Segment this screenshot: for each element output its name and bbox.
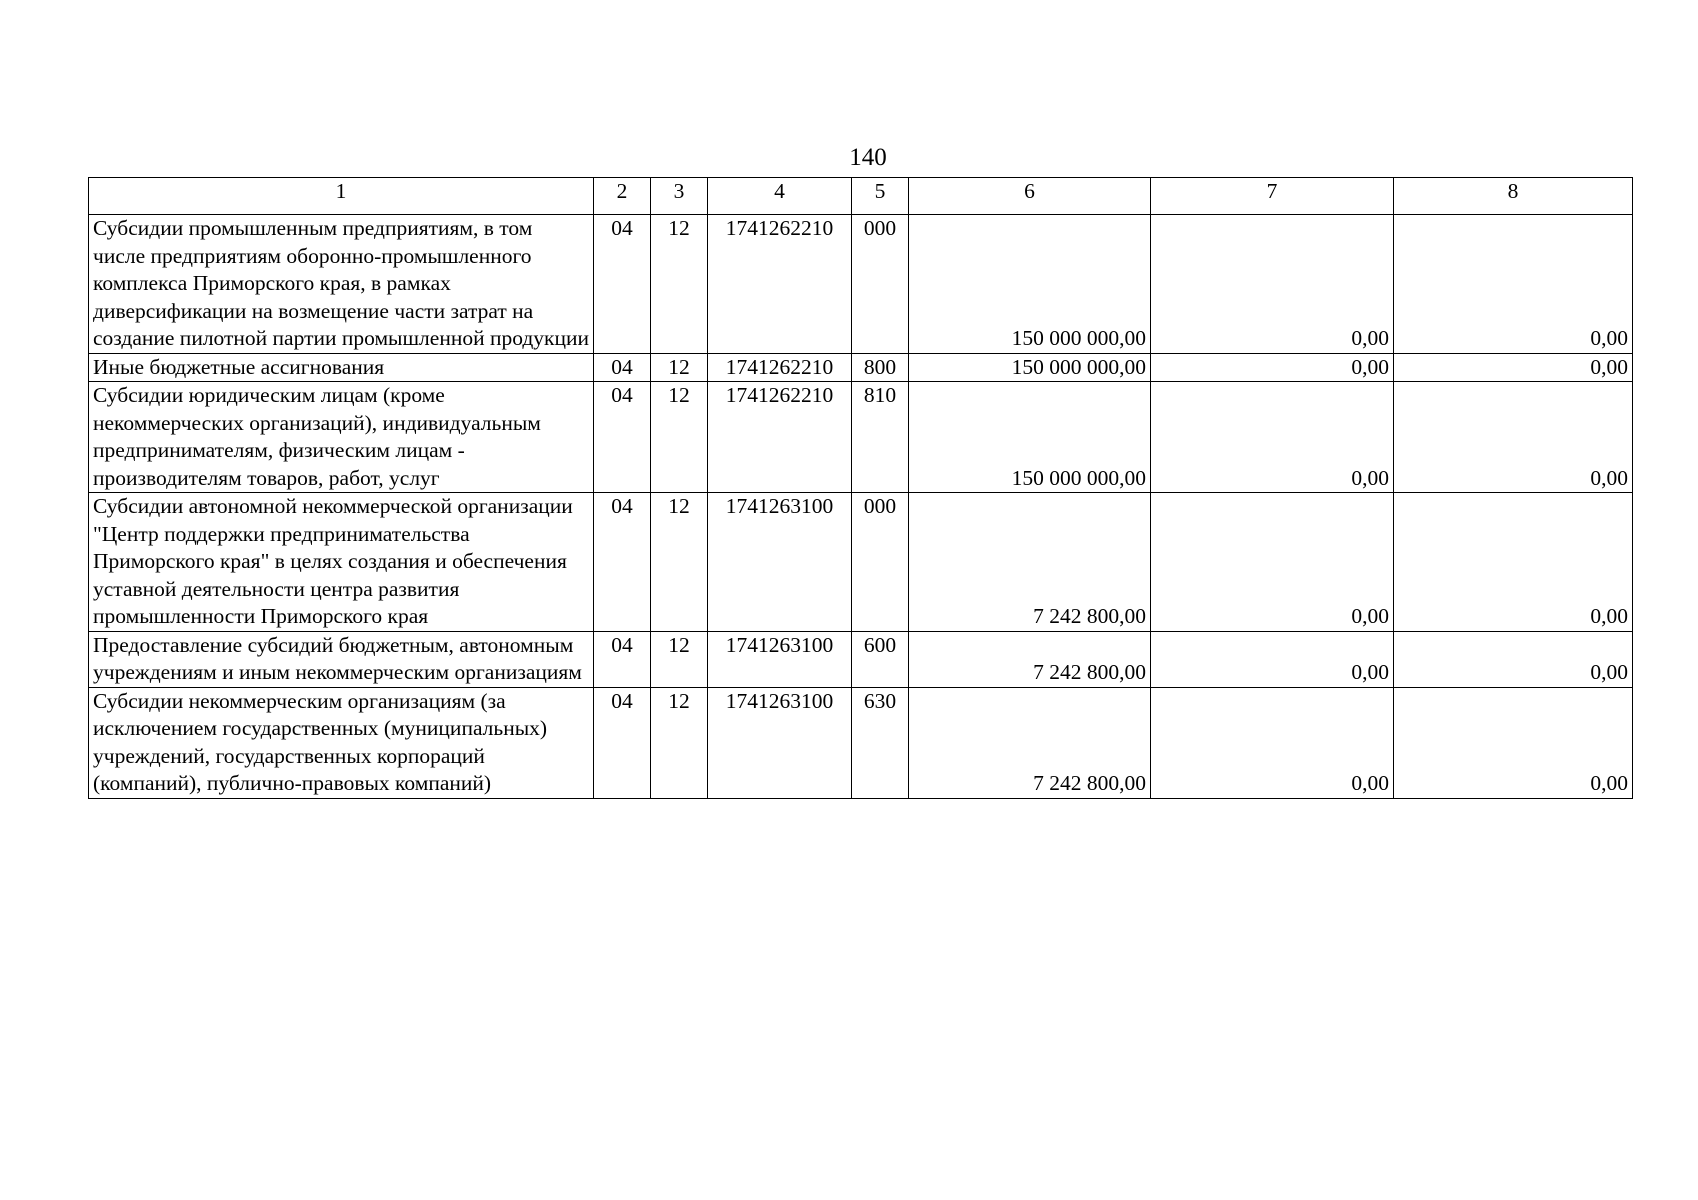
expense-type-code: 810	[852, 382, 909, 493]
expense-type-code: 600	[852, 631, 909, 687]
column-number-row	[89, 178, 1633, 215]
section-code: 04	[594, 215, 651, 354]
subsection-code: 12	[651, 353, 708, 382]
amount-col-7: 0,00	[1151, 382, 1394, 493]
expense-type-code: 000	[852, 215, 909, 354]
table-row	[89, 631, 1633, 687]
section-code: 04	[594, 493, 651, 632]
subsection-code: 12	[651, 493, 708, 632]
amount-col-7: 0,00	[1151, 493, 1394, 632]
target-article-code: 1741263100	[708, 687, 852, 798]
amount-col-8: 0,00	[1394, 353, 1633, 382]
column-header: 3	[651, 178, 708, 215]
target-article-code: 1741262210	[708, 215, 852, 354]
subsection-code: 12	[651, 215, 708, 354]
column-header: 6	[909, 178, 1151, 215]
section-code: 04	[594, 687, 651, 798]
amount-col-6: 150 000 000,00	[909, 353, 1151, 382]
item-name: Иные бюджетные ассигнования	[89, 353, 594, 382]
target-article-code: 1741262210	[708, 353, 852, 382]
column-header: 5	[852, 178, 909, 215]
target-article-code: 1741263100	[708, 493, 852, 632]
column-header: 4	[708, 178, 852, 215]
budget-table	[88, 177, 1633, 799]
item-name: Предоставление субсидий бюджетным, автономным учреждениям и иным некоммерческим организациям	[89, 631, 594, 687]
amount-col-8: 0,00	[1394, 215, 1633, 354]
item-name: Субсидии юридическим лицам (кроме некоммерческих организаций), индивидуальным предпринимателям, физическим лицам - производителям товаров, работ, услуг	[89, 382, 594, 493]
expense-type-code: 800	[852, 353, 909, 382]
item-name: Субсидии некоммерческим организациям (за исключением государственных (муниципальных) учреждений, государственных корпораций (компаний), публично-правовых компаний)	[89, 687, 594, 798]
amount-col-6: 7 242 800,00	[909, 687, 1151, 798]
expense-type-code: 630	[852, 687, 909, 798]
column-header: 2	[594, 178, 651, 215]
subsection-code: 12	[651, 382, 708, 493]
amount-col-8: 0,00	[1394, 493, 1633, 632]
target-article-code: 1741263100	[708, 631, 852, 687]
item-name: Субсидии автономной некоммерческой организации "Центр поддержки предпринимательства Приморского края" в целях создания и обеспечения уставной деятельности центра развития промышленности Приморского края	[89, 493, 594, 632]
item-name: Субсидии промышленным предприятиям, в том числе предприятиям оборонно-промышленного комплекса Приморского края, в рамках диверсификации на возмещение части затрат на создание пилотной партии промышленной продукции	[89, 215, 594, 354]
section-code: 04	[594, 382, 651, 493]
subsection-code: 12	[651, 631, 708, 687]
target-article-code: 1741262210	[708, 382, 852, 493]
amount-col-7: 0,00	[1151, 631, 1394, 687]
amount-col-6: 150 000 000,00	[909, 382, 1151, 493]
amount-col-8: 0,00	[1394, 631, 1633, 687]
page-number: 140	[849, 144, 887, 171]
table-row	[89, 382, 1633, 493]
section-code: 04	[594, 353, 651, 382]
table-row	[89, 353, 1633, 382]
amount-col-7: 0,00	[1151, 353, 1394, 382]
column-header: 7	[1151, 178, 1394, 215]
table-row	[89, 493, 1633, 632]
amount-col-6: 7 242 800,00	[909, 493, 1151, 632]
amount-col-7: 0,00	[1151, 215, 1394, 354]
section-code: 04	[594, 631, 651, 687]
amount-col-6: 7 242 800,00	[909, 631, 1151, 687]
amount-col-8: 0,00	[1394, 382, 1633, 493]
table-row	[89, 215, 1633, 354]
amount-col-6: 150 000 000,00	[909, 215, 1151, 354]
amount-col-7: 0,00	[1151, 687, 1394, 798]
column-header: 1	[89, 178, 594, 215]
column-header: 8	[1394, 178, 1633, 215]
amount-col-8: 0,00	[1394, 687, 1633, 798]
expense-type-code: 000	[852, 493, 909, 632]
subsection-code: 12	[651, 687, 708, 798]
table-row	[89, 687, 1633, 798]
